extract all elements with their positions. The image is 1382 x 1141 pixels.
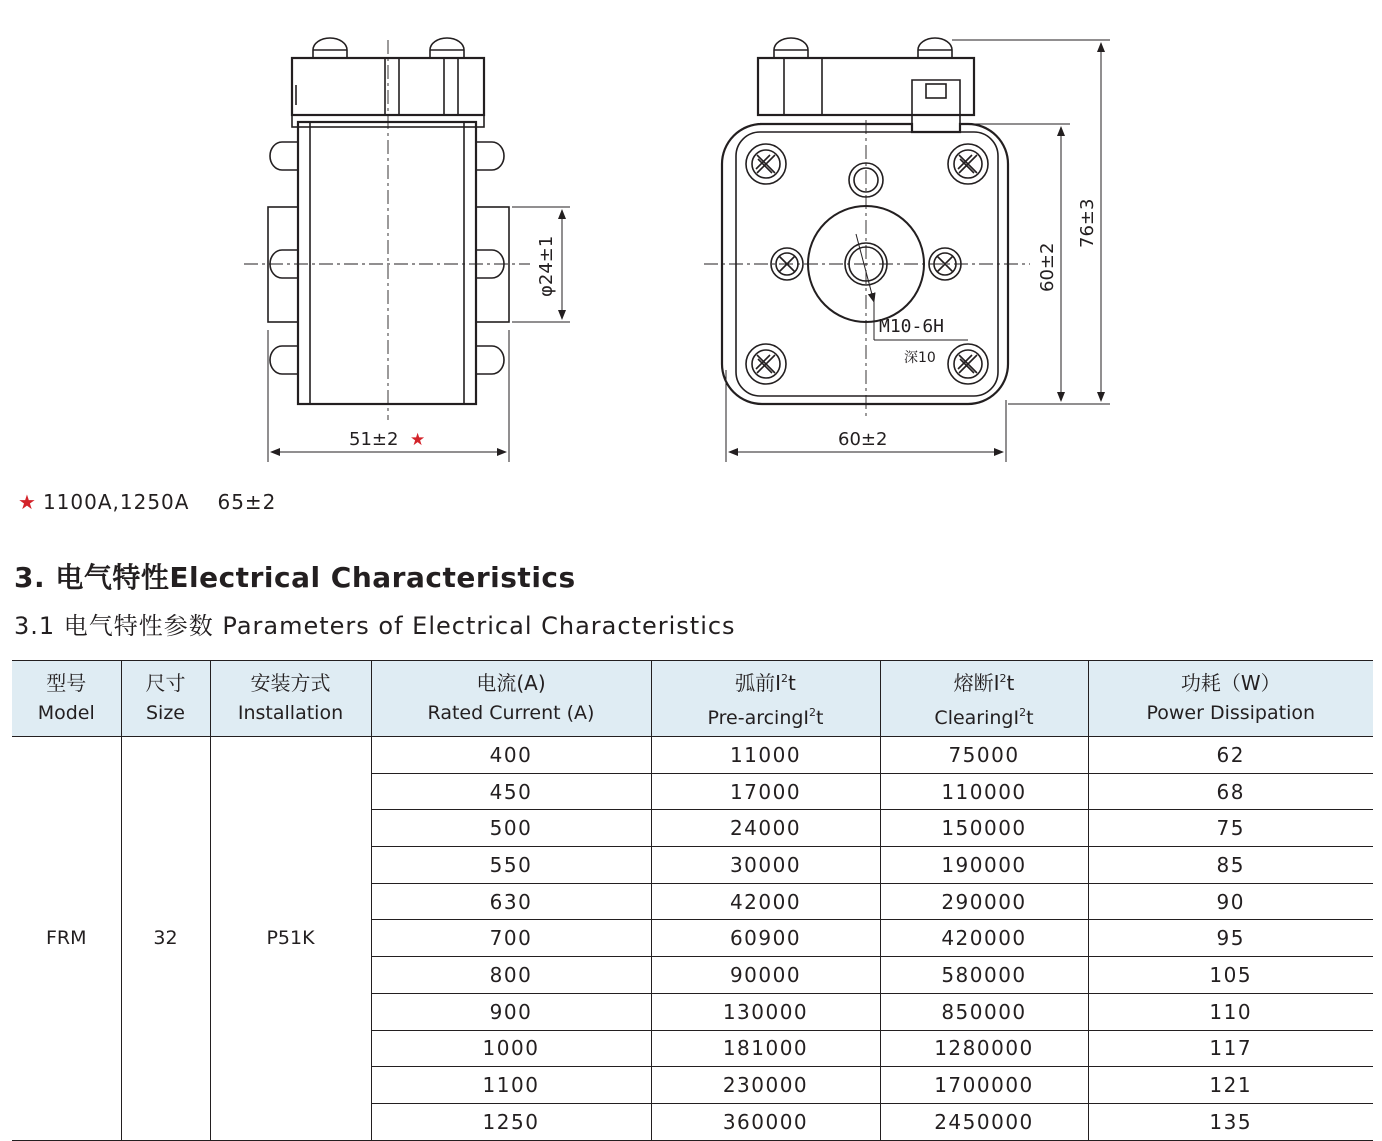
header-model: 型号 Model bbox=[12, 661, 121, 737]
power-dissipation-cell: 90 bbox=[1088, 883, 1373, 920]
table-header-row bbox=[12, 661, 1373, 737]
thread-spec-label: M10-6H bbox=[879, 316, 945, 337]
size-cell: 32 bbox=[121, 737, 210, 1141]
note-models: 1100A,1250A bbox=[42, 490, 190, 514]
rated-current-cell: 630 bbox=[371, 883, 651, 920]
fuse-technical-drawing bbox=[0, 0, 1382, 470]
clearing-cell: 580000 bbox=[880, 957, 1088, 994]
header-size: 尺寸 Size bbox=[121, 661, 210, 737]
header-pre-arcing: 弧前$I^2t$ Pre-arcingI$^2$t bbox=[651, 661, 880, 737]
pre-arcing-cell: 42000 bbox=[651, 883, 880, 920]
header-power-dissipation: 功耗（W） Power Dissipation bbox=[1088, 661, 1373, 737]
note-value: 65±2 bbox=[217, 490, 277, 514]
pre-arcing-cell: 24000 bbox=[651, 810, 880, 847]
clearing-cell: 2450000 bbox=[880, 1103, 1088, 1140]
pre-arcing-cell: 230000 bbox=[651, 1067, 880, 1104]
red-star-icon: ★ bbox=[18, 490, 37, 514]
rated-current-cell: 1250 bbox=[371, 1103, 651, 1140]
power-dissipation-cell: 121 bbox=[1088, 1067, 1373, 1104]
power-dissipation-cell: 105 bbox=[1088, 957, 1373, 994]
thread-depth-label: 深10 bbox=[904, 350, 936, 366]
rated-current-cell: 1000 bbox=[371, 1030, 651, 1067]
rated-current-cell: 550 bbox=[371, 847, 651, 884]
clearing-cell: 1280000 bbox=[880, 1030, 1088, 1067]
power-dissipation-cell: 135 bbox=[1088, 1103, 1373, 1140]
pre-arcing-cell: 90000 bbox=[651, 957, 880, 994]
front-view bbox=[704, 38, 1110, 462]
section-title: 3. 电气特性Electrical Characteristics bbox=[14, 561, 576, 594]
red-star-icon: ★ bbox=[410, 430, 426, 450]
rated-current-cell: 450 bbox=[371, 773, 651, 810]
electrical-characteristics-table bbox=[12, 660, 1373, 1141]
header-installation: 安装方式 Installation bbox=[210, 661, 371, 737]
rated-current-cell: 500 bbox=[371, 810, 651, 847]
rated-current-cell: 800 bbox=[371, 957, 651, 994]
power-dissipation-cell: 85 bbox=[1088, 847, 1373, 884]
rated-current-cell: 1100 bbox=[371, 1067, 651, 1104]
header-clearing: 熔断$I^2t$ ClearingI$^2$t bbox=[880, 661, 1088, 737]
front-height-dim-label: 60±2 bbox=[1037, 242, 1058, 292]
clearing-cell: 190000 bbox=[880, 847, 1088, 884]
power-dissipation-cell: 117 bbox=[1088, 1030, 1373, 1067]
clearing-cell: 75000 bbox=[880, 737, 1088, 774]
rated-current-cell: 900 bbox=[371, 993, 651, 1030]
front-width-dim-label: 60±2 bbox=[838, 429, 888, 450]
power-dissipation-cell: 110 bbox=[1088, 993, 1373, 1030]
diameter-dim-label: φ24±1 bbox=[536, 235, 557, 297]
header-rated-current: 电流(A) Rated Current (A) bbox=[371, 661, 651, 737]
pre-arcing-cell: 360000 bbox=[651, 1103, 880, 1140]
power-dissipation-cell: 62 bbox=[1088, 737, 1373, 774]
footnote bbox=[18, 490, 276, 514]
side-view bbox=[244, 38, 570, 462]
clearing-cell: 850000 bbox=[880, 993, 1088, 1030]
power-dissipation-cell: 75 bbox=[1088, 810, 1373, 847]
power-dissipation-cell: 68 bbox=[1088, 773, 1373, 810]
clearing-cell: 1700000 bbox=[880, 1067, 1088, 1104]
pre-arcing-cell: 60900 bbox=[651, 920, 880, 957]
pre-arcing-cell: 11000 bbox=[651, 737, 880, 774]
rated-current-cell: 700 bbox=[371, 920, 651, 957]
pre-arcing-cell: 130000 bbox=[651, 993, 880, 1030]
front-total-height-dim-label: 76±3 bbox=[1077, 198, 1098, 248]
clearing-cell: 420000 bbox=[880, 920, 1088, 957]
side-width-dim-label: 51±2 bbox=[349, 429, 399, 450]
clearing-cell: 150000 bbox=[880, 810, 1088, 847]
pre-arcing-cell: 30000 bbox=[651, 847, 880, 884]
model-cell: FRM bbox=[12, 737, 121, 1141]
power-dissipation-cell: 95 bbox=[1088, 920, 1373, 957]
pre-arcing-cell: 17000 bbox=[651, 773, 880, 810]
section-subtitle: 3.1 电气特性参数 Parameters of Electrical Characteristics bbox=[14, 612, 736, 640]
table-row bbox=[12, 737, 1373, 774]
pre-arcing-cell: 181000 bbox=[651, 1030, 880, 1067]
clearing-cell: 290000 bbox=[880, 883, 1088, 920]
clearing-cell: 110000 bbox=[880, 773, 1088, 810]
rated-current-cell: 400 bbox=[371, 737, 651, 774]
installation-cell: P51K bbox=[210, 737, 371, 1141]
